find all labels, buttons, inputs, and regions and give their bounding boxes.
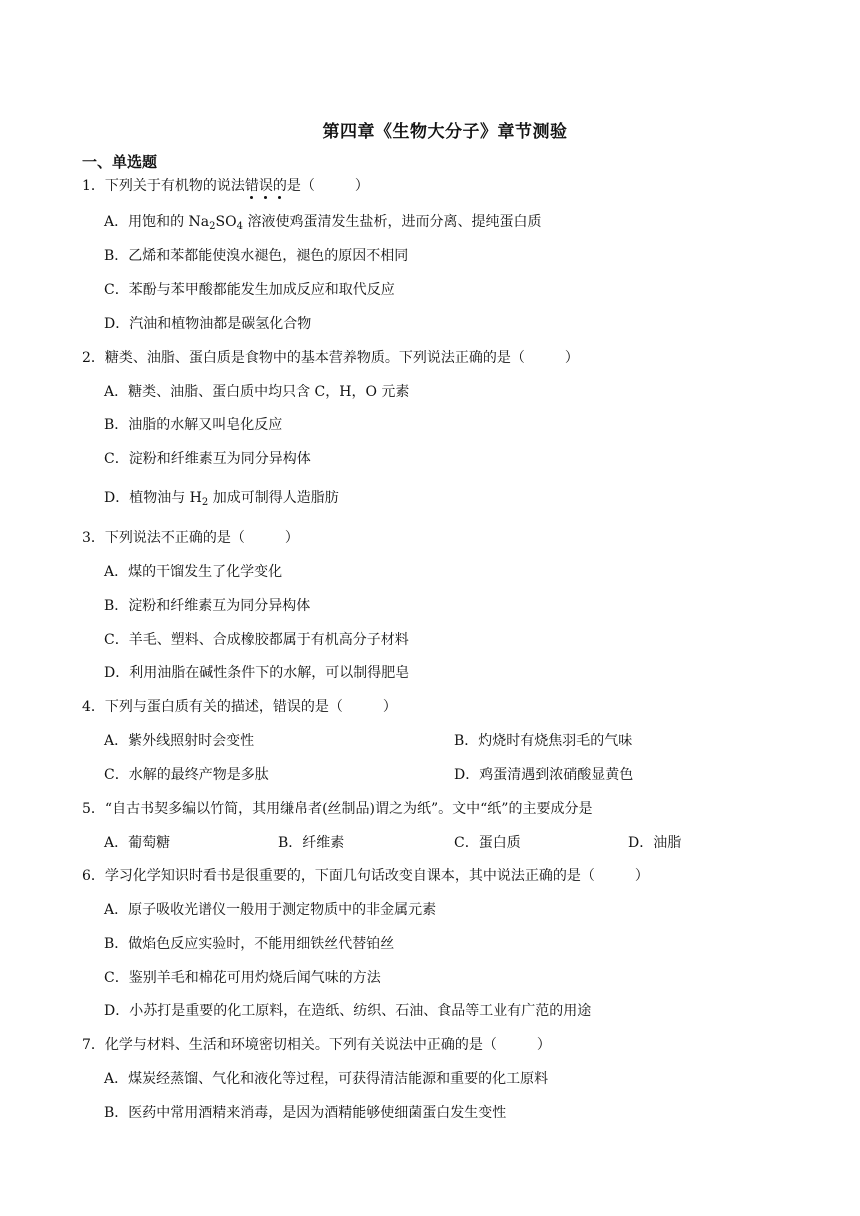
question-4-option-a: A．紫外线照射时会变性	[104, 733, 255, 749]
question-1-stem-text: 1．下列关于有机物的说法	[82, 178, 245, 194]
option-text: 溶液使鸡蛋清发生盐析，进而分离、提纯蛋白质	[243, 214, 542, 230]
question-1-option-a	[104, 212, 541, 232]
page-title: 第四章《生物大分子》章节测验	[322, 122, 568, 142]
subscript: 2	[209, 221, 216, 232]
question-1-close: ）	[354, 178, 369, 194]
question-6-option-c: C．鉴别羊毛和棉花可用灼烧后闻气味的方法	[104, 970, 381, 986]
question-4-option-b: B．灼烧时有烧焦羽毛的气味	[454, 733, 633, 749]
question-3-option-a: A．煤的干馏发生了化学变化	[104, 564, 283, 580]
section-heading: 一、单选题	[82, 153, 158, 171]
question-6-option-d: D．小苏打是重要的化工原料，在造纸、纺织、石油、食品等工业有广范的用途	[104, 1003, 592, 1019]
question-2-stem-text: 2．糖类、油脂、蛋白质是食物中的基本营养物质。下列说法正确的是（	[82, 350, 525, 366]
emphasis-char: 错	[244, 178, 259, 194]
question-1-option-b: B．乙烯和苯都能使溴水褪色，褪色的原因不相同	[104, 248, 409, 264]
question-3-stem-text: 3．下列说法不正确的是（	[82, 530, 245, 546]
question-4-stem-text: 4．下列与蛋白质有关的描述，错误的是（	[82, 699, 343, 715]
question-2-stem	[82, 348, 579, 368]
emphasis-char: 的	[272, 178, 287, 194]
question-3-option-b: B．淀粉和纤维素互为同分异构体	[104, 598, 311, 614]
question-7-close: ）	[536, 1037, 551, 1053]
option-text: 加成可制得人造脂肪	[208, 490, 339, 506]
question-2-option-a: A．糖类、油脂、蛋白质中均只含 C，H，O 元素	[104, 384, 410, 400]
option-text: D．植物油与 H	[104, 490, 202, 506]
question-6-stem-text: 6．学习化学知识时看书是很重要的，下面几句话改变自课本，其中说法正确的是（	[82, 868, 595, 884]
question-5-option-d: D．油脂	[628, 835, 682, 851]
question-7-stem	[82, 1035, 551, 1055]
question-4-close: ）	[382, 699, 397, 715]
subscript: 4	[236, 221, 243, 232]
subscript: 2	[201, 497, 209, 508]
question-3-close: ）	[284, 530, 299, 546]
question-1-stem-suffix: 是（	[286, 178, 315, 194]
question-2-option-c: C．淀粉和纤维素互为同分异构体	[104, 451, 311, 467]
question-6-option-a: A．原子吸收光谱仪一般用于测定物质中的非金属元素	[104, 902, 437, 918]
question-7-option-a: A．煤炭经蒸馏、气化和液化等过程，可获得清洁能源和重要的化工原料	[104, 1071, 549, 1087]
question-2-close: ）	[564, 350, 579, 366]
question-3-stem	[82, 528, 299, 548]
question-1-option-c: C．苯酚与苯甲酸都能发生加成反应和取代反应	[104, 282, 395, 298]
question-2-option-d	[104, 488, 339, 508]
question-3-option-d: D．利用油脂在碱性条件下的水解，可以制得肥皂	[104, 665, 410, 681]
question-1-stem	[82, 176, 369, 196]
question-7-stem-text: 7．化学与材料、生活和环境密切相关。下列有关说法中正确的是（	[82, 1037, 497, 1053]
question-5-stem: 5．“自古书契多编以竹简，其用缣帛者(丝制品)谓之为纸”。文中“纸”的主要成分是	[82, 801, 593, 817]
question-2-option-b: B．油脂的水解又叫皂化反应	[104, 417, 283, 433]
question-5-option-c: C．蛋白质	[454, 835, 521, 851]
question-4-stem	[82, 697, 397, 717]
question-5-option-b: B．纤维素	[278, 835, 345, 851]
question-4-option-c: C．水解的最终产物是多肽	[104, 767, 269, 783]
question-6-close: ）	[634, 868, 649, 884]
question-6-option-b: B．做焰色反应实验时，不能用细铁丝代替铂丝	[104, 936, 395, 952]
question-3-option-c: C．羊毛、塑料、合成橡胶都属于有机高分子材料	[104, 632, 409, 648]
option-text: A．用饱和的 Na	[104, 214, 210, 230]
question-6-stem	[82, 866, 649, 886]
question-7-option-b: B．医药中常用酒精来消毒，是因为酒精能够使细菌蛋白发生变性	[104, 1105, 507, 1121]
option-text: SO	[215, 214, 237, 230]
question-1-option-d: D．汽油和植物油都是碳氢化合物	[104, 316, 312, 332]
question-4-option-d: D．鸡蛋清遇到浓硝酸显黄色	[454, 767, 634, 783]
question-5-option-a: A．葡萄糖	[104, 835, 171, 851]
emphasis-char: 误	[258, 178, 273, 194]
